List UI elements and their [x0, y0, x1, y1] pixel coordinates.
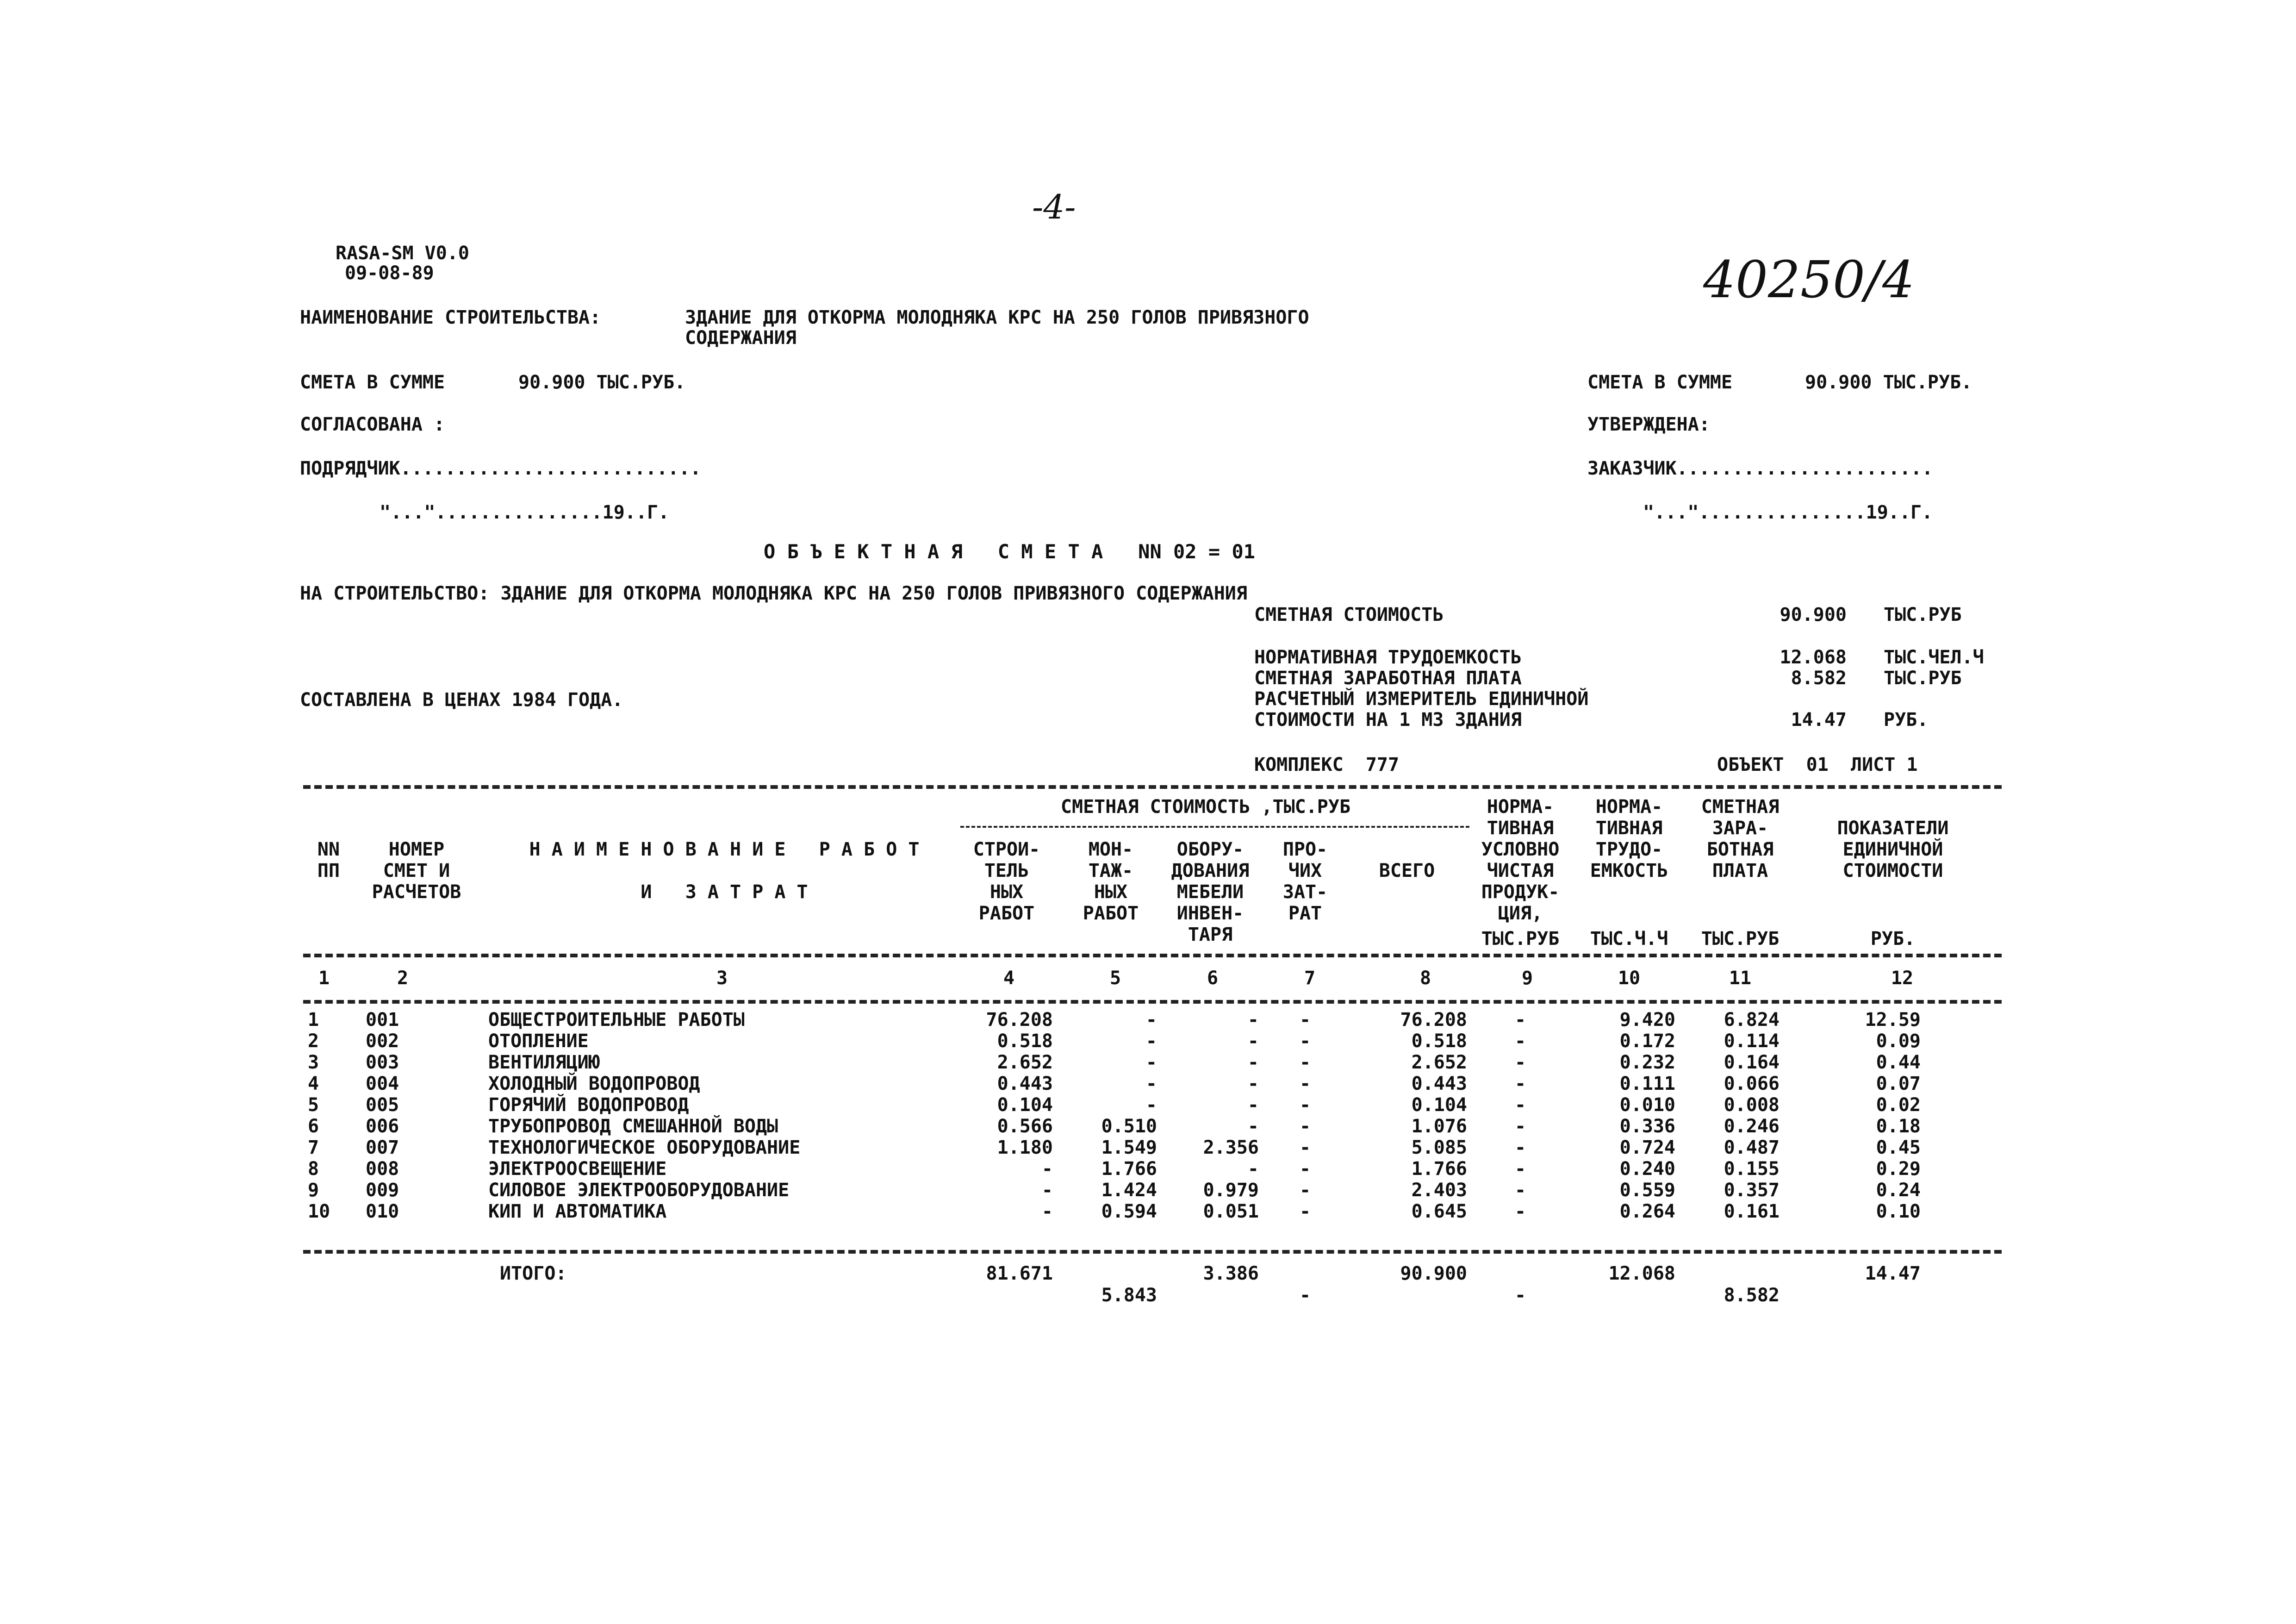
table-cell: 1.549	[1101, 1137, 1157, 1158]
table-cell: 010	[366, 1201, 399, 1222]
table-cell: 0.44	[1876, 1052, 1921, 1073]
table-cell: -	[1247, 1158, 1259, 1180]
table-cell: ВЕНТИЛЯЦИЮ	[488, 1052, 600, 1073]
header-c10: НОРМА-	[1595, 796, 1663, 818]
header-c8: ВСЕГО	[1379, 860, 1435, 881]
table-cell: ГОРЯЧИЙ ВОДОПРОВОД	[488, 1094, 689, 1116]
totals-c9: -	[1514, 1285, 1526, 1306]
header-c10: ЕМКОСТЬ	[1590, 860, 1668, 881]
table-cell: 0.264	[1619, 1201, 1675, 1222]
table-cell: -	[1247, 1116, 1259, 1137]
table-cell: -	[1299, 1137, 1311, 1158]
left-sum-value: 90.900 ТЫС.РУБ.	[518, 372, 686, 393]
table-rule	[303, 1250, 2002, 1254]
header-cost-group: СМЕТНАЯ СТОИМОСТЬ ,ТЫС.РУБ	[1060, 796, 1351, 818]
table-cell: 0.104	[1411, 1094, 1467, 1116]
agreed-label: СОГЛАСОВАНА :	[300, 414, 445, 435]
table-cell: 0.232	[1619, 1052, 1675, 1073]
table-cell: 004	[366, 1073, 399, 1094]
header-c6: ТАРЯ	[1188, 924, 1233, 945]
table-cell: 0.559	[1619, 1180, 1675, 1201]
totals-c4: 81.671	[986, 1263, 1053, 1284]
header-c6: ДОВАНИЯ	[1171, 860, 1250, 881]
table-cell: 001	[366, 1009, 399, 1031]
approved-label: УТВЕРЖДЕНА:	[1587, 414, 1710, 435]
table-cell: 0.02	[1876, 1094, 1921, 1116]
table-cell: 1.766	[1411, 1158, 1467, 1180]
table-cell: 0.240	[1619, 1158, 1675, 1180]
header-number: СМЕТ И	[383, 860, 450, 881]
table-cell: 0.29	[1876, 1158, 1921, 1180]
column-number: 3	[716, 968, 728, 989]
header-name-cont: И З А Т Р А Т	[641, 881, 808, 903]
table-cell: 0.09	[1876, 1031, 1921, 1052]
summary-label: СТОИМОСТИ НА 1 М3 ЗДАНИЯ	[1254, 709, 1522, 731]
table-cell: 9.420	[1619, 1009, 1675, 1031]
summary-value: 90.900	[1780, 604, 1847, 625]
column-number: 1	[318, 968, 330, 989]
totals-c10: 12.068	[1608, 1263, 1675, 1284]
table-cell: 4	[308, 1073, 319, 1094]
summary-value: 14.47	[1791, 709, 1847, 731]
column-number: 6	[1207, 968, 1219, 989]
customer-line: ЗАКАЗЧИК.......................	[1587, 458, 1933, 479]
table-cell: -	[1247, 1031, 1259, 1052]
table-cell: 2.652	[1411, 1052, 1467, 1073]
table-cell: 76.208	[986, 1009, 1053, 1031]
table-cell: 1	[308, 1009, 319, 1031]
table-cell: 3	[308, 1052, 319, 1073]
table-cell: 0.487	[1724, 1137, 1780, 1158]
table-cell: 0.594	[1101, 1201, 1157, 1222]
table-cell: -	[1514, 1052, 1526, 1073]
table-cell: -	[1145, 1073, 1157, 1094]
table-cell: -	[1041, 1180, 1053, 1201]
column-number: 10	[1618, 968, 1641, 989]
totals-c11: 8.582	[1724, 1285, 1780, 1306]
table-cell: -	[1299, 1052, 1311, 1073]
header-c12: ПОКАЗАТЕЛИ	[1837, 818, 1949, 839]
table-cell: 10	[308, 1201, 330, 1222]
table-cell: -	[1247, 1073, 1259, 1094]
table-cell: 0.008	[1724, 1094, 1780, 1116]
column-number: 12	[1891, 968, 1914, 989]
header-c9: ТЫС.РУБ	[1481, 928, 1560, 949]
object-sheet: ОБЪЕКТ 01 ЛИСТ 1	[1717, 754, 1918, 775]
table-cell: -	[1514, 1180, 1526, 1201]
header-c5: РАБОТ	[1083, 903, 1139, 924]
table-cell: -	[1514, 1009, 1526, 1031]
header-c11: ПЛАТА	[1712, 860, 1768, 881]
header-c11: БОТНАЯ	[1706, 839, 1774, 860]
totals-c7: -	[1299, 1285, 1311, 1306]
handwritten-code: 40250/4	[1703, 250, 1915, 309]
table-cell: -	[1514, 1158, 1526, 1180]
table-cell: -	[1299, 1158, 1311, 1180]
header-c7: ЧИХ	[1288, 860, 1322, 881]
table-cell: 0.104	[997, 1094, 1053, 1116]
table-cell: КИП И АВТОМАТИКА	[488, 1201, 667, 1222]
header-c7: ЗАТ-	[1282, 881, 1328, 903]
table-cell: ТЕХНОЛОГИЧЕСКОЕ ОБОРУДОВАНИЕ	[488, 1137, 801, 1158]
table-cell: -	[1247, 1094, 1259, 1116]
contractor-line: ПОДРЯДЧИК...........................	[300, 458, 701, 479]
table-cell: -	[1299, 1009, 1311, 1031]
table-cell: -	[1145, 1009, 1157, 1031]
summary-label: СМЕТНАЯ ЗАРАБОТНАЯ ПЛАТА	[1254, 668, 1522, 689]
table-cell: 003	[366, 1052, 399, 1073]
table-cell: -	[1299, 1094, 1311, 1116]
construction-label: НАИМЕНОВАНИЕ СТРОИТЕЛЬСТВА:	[300, 307, 601, 328]
header-c9: НОРМА-	[1487, 796, 1554, 818]
header-c11: ТЫС.РУБ	[1701, 928, 1780, 949]
object-line: НА СТРОИТЕЛЬСТВО: ЗДАНИЕ ДЛЯ ОТКОРМА МОЛОДНЯКА КРС НА 250 ГОЛОВ ПРИВЯЗНОГО СОДЕРЖАНИЯ	[300, 583, 1247, 604]
table-rule	[303, 785, 2002, 789]
page-number: -4-	[1032, 187, 1076, 226]
table-cell: -	[1514, 1073, 1526, 1094]
table-cell: 0.518	[997, 1031, 1053, 1052]
header-c12: СТОИМОСТИ	[1842, 860, 1943, 881]
doc-title: О Б Ъ Е К Т Н А Я С М Е Т А NN 02 = 01	[764, 540, 1256, 563]
table-cell: -	[1299, 1031, 1311, 1052]
table-cell: 8	[308, 1158, 319, 1180]
table-cell: 0.724	[1619, 1137, 1675, 1158]
table-cell: -	[1514, 1137, 1526, 1158]
header-c5: НЫХ	[1094, 881, 1128, 903]
table-rule	[303, 1000, 2002, 1004]
summary-unit: ТЫС.ЧЕЛ.Ч	[1884, 647, 1984, 668]
table-cell: -	[1514, 1031, 1526, 1052]
summary-value: 12.068	[1780, 647, 1847, 668]
header-c9: ПРОДУК-	[1481, 881, 1560, 903]
table-cell: 7	[308, 1137, 319, 1158]
header-number: РАСЧЕТОВ	[372, 881, 461, 903]
column-number: 2	[397, 968, 409, 989]
table-cell: 1.180	[997, 1137, 1053, 1158]
table-cell: 6	[308, 1116, 319, 1137]
table-cell: -	[1299, 1201, 1311, 1222]
column-number: 4	[1003, 968, 1015, 989]
header-c10: ТИВНАЯ	[1595, 818, 1663, 839]
table-cell: -	[1041, 1158, 1053, 1180]
table-cell: 0.357	[1724, 1180, 1780, 1201]
table-cell: 12.59	[1865, 1009, 1921, 1031]
table-cell: ОТОПЛЕНИЕ	[488, 1031, 589, 1052]
column-number: 7	[1304, 968, 1316, 989]
table-cell: 0.518	[1411, 1031, 1467, 1052]
table-cell: 0.443	[997, 1073, 1053, 1094]
table-cell: -	[1514, 1094, 1526, 1116]
table-cell: 0.18	[1876, 1116, 1921, 1137]
table-cell: 0.645	[1411, 1201, 1467, 1222]
right-sum-label: СМЕТА В СУММЕ	[1587, 372, 1733, 393]
summary-label: НОРМАТИВНАЯ ТРУДОЕМКОСТЬ	[1254, 647, 1522, 668]
header-c10: ТЫС.Ч.Ч	[1590, 928, 1668, 949]
table-cell: 0.45	[1876, 1137, 1921, 1158]
totals-c5: 5.843	[1101, 1285, 1157, 1306]
table-cell: 005	[366, 1094, 399, 1116]
table-cell: 2.652	[997, 1052, 1053, 1073]
header-nn: ПП	[317, 860, 340, 881]
table-cell: 002	[366, 1031, 399, 1052]
right-date-line: "..."...............19..Г.	[1643, 502, 1933, 523]
column-number: 5	[1109, 968, 1121, 989]
header-c7: ПРО-	[1282, 839, 1328, 860]
table-cell: -	[1299, 1180, 1311, 1201]
table-cell: 2.403	[1411, 1180, 1467, 1201]
table-cell: -	[1299, 1073, 1311, 1094]
table-cell: -	[1041, 1201, 1053, 1222]
header-c4: СТРОИ-	[973, 839, 1040, 860]
header-c7: РАТ	[1288, 903, 1322, 924]
table-cell: ЭЛЕКТРООСВЕЩЕНИЕ	[488, 1158, 667, 1180]
header-c5: ТАЖ-	[1088, 860, 1133, 881]
program-date: 09-08-89	[345, 262, 434, 284]
construction-name-cont: СОДЕРЖАНИЯ	[685, 327, 796, 349]
table-cell: 0.051	[1203, 1201, 1259, 1222]
table-cell: 009	[366, 1180, 399, 1201]
totals-c6: 3.386	[1203, 1263, 1259, 1284]
header-c9: УСЛОВНО	[1481, 839, 1560, 860]
right-sum-value: 90.900 ТЫС.РУБ.	[1805, 372, 1972, 393]
header-c9: ЧИСТАЯ	[1487, 860, 1554, 881]
header-c4: НЫХ	[989, 881, 1024, 903]
table-cell: СИЛОВОЕ ЭЛЕКТРООБОРУДОВАНИЕ	[488, 1180, 790, 1201]
column-number: 8	[1419, 968, 1431, 989]
table-cell: 0.336	[1619, 1116, 1675, 1137]
table-cell: -	[1247, 1009, 1259, 1031]
table-cell: 0.010	[1619, 1094, 1675, 1116]
header-c6: МЕБЕЛИ	[1176, 881, 1244, 903]
column-number: 11	[1729, 968, 1752, 989]
table-cell: 0.246	[1724, 1116, 1780, 1137]
table-cell: 0.10	[1876, 1201, 1921, 1222]
totals-c12: 14.47	[1865, 1263, 1921, 1284]
header-subrule	[960, 826, 1469, 828]
table-cell: 6.824	[1724, 1009, 1780, 1031]
header-name: Н А И М Е Н О В А Н И Е Р А Б О Т	[529, 839, 920, 860]
header-c10: ТРУДО-	[1595, 839, 1663, 860]
summary-value: 8.582	[1791, 668, 1847, 689]
summary-label: РАСЧЕТНЫЙ ИЗМЕРИТЕЛЬ ЕДИНИЧНОЙ	[1254, 688, 1589, 710]
program-name: RASA-SM V0.0	[336, 243, 469, 264]
header-c9: ЦИЯ,	[1498, 903, 1543, 924]
table-cell: 0.172	[1619, 1031, 1675, 1052]
header-c6: ИНВЕН-	[1176, 903, 1244, 924]
table-cell: 0.566	[997, 1116, 1053, 1137]
table-cell: 0.07	[1876, 1073, 1921, 1094]
totals-c8: 90.900	[1400, 1263, 1467, 1284]
table-cell: 2	[308, 1031, 319, 1052]
table-cell: 007	[366, 1137, 399, 1158]
table-cell: -	[1145, 1031, 1157, 1052]
table-cell: 0.111	[1619, 1073, 1675, 1094]
header-number: НОМЕР	[388, 839, 445, 860]
header-nn: NN	[317, 839, 340, 860]
table-cell: -	[1514, 1116, 1526, 1137]
table-cell: 0.066	[1724, 1073, 1780, 1094]
table-cell: -	[1299, 1116, 1311, 1137]
table-cell: -	[1514, 1201, 1526, 1222]
table-cell: 008	[366, 1158, 399, 1180]
table-cell: 2.356	[1203, 1137, 1259, 1158]
table-cell: 1.076	[1411, 1116, 1467, 1137]
table-cell: 0.510	[1101, 1116, 1157, 1137]
table-cell: -	[1145, 1052, 1157, 1073]
table-cell: ОБЩЕСТРОИТЕЛЬНЫЕ РАБОТЫ	[488, 1009, 745, 1031]
column-number: 9	[1521, 968, 1533, 989]
header-c5: МОН-	[1088, 839, 1133, 860]
table-cell: 0.161	[1724, 1201, 1780, 1222]
construction-name: ЗДАНИЕ ДЛЯ ОТКОРМА МОЛОДНЯКА КРС НА 250 ГОЛОВ ПРИВЯЗНОГО	[685, 307, 1309, 328]
table-cell: 1.766	[1101, 1158, 1157, 1180]
header-c4: РАБОТ	[978, 903, 1035, 924]
totals-label: ИТОГО:	[500, 1263, 567, 1284]
header-c9: ТИВНАЯ	[1487, 818, 1554, 839]
complex-label: КОМПЛЕКС 777	[1254, 754, 1400, 775]
header-c6: ОБОРУ-	[1176, 839, 1244, 860]
left-date-line: "..."...............19..Г.	[380, 502, 670, 523]
table-cell: 0.155	[1724, 1158, 1780, 1180]
table-cell: ТРУБОПРОВОД СМЕШАННОЙ ВОДЫ	[488, 1116, 778, 1137]
table-rule	[303, 954, 2002, 957]
table-cell: 76.208	[1400, 1009, 1467, 1031]
table-cell: 0.443	[1411, 1073, 1467, 1094]
header-c12: ЕДИНИЧНОЙ	[1842, 839, 1943, 860]
table-cell: 006	[366, 1116, 399, 1137]
header-c11: СМЕТНАЯ	[1701, 796, 1780, 818]
table-cell: 0.979	[1203, 1180, 1259, 1201]
header-c12: РУБ.	[1870, 928, 1916, 949]
summary-label: СМЕТНАЯ СТОИМОСТЬ	[1254, 604, 1444, 625]
summary-unit: ТЫС.РУБ	[1884, 668, 1962, 689]
table-cell: ХОЛОДНЫЙ ВОДОПРОВОД	[488, 1073, 700, 1094]
header-c4: ТЕЛЬ	[984, 860, 1029, 881]
table-cell: 0.24	[1876, 1180, 1921, 1201]
table-cell: 0.114	[1724, 1031, 1780, 1052]
header-c11: ЗАРА-	[1712, 818, 1768, 839]
table-cell: -	[1145, 1094, 1157, 1116]
table-cell: 5	[308, 1094, 319, 1116]
left-sum-label: СМЕТА В СУММЕ	[300, 372, 445, 393]
table-cell: 0.164	[1724, 1052, 1780, 1073]
summary-unit: РУБ.	[1884, 709, 1929, 731]
table-cell: 5.085	[1411, 1137, 1467, 1158]
table-cell: -	[1247, 1052, 1259, 1073]
table-cell: 1.424	[1101, 1180, 1157, 1201]
summary-unit: ТЫС.РУБ	[1884, 604, 1962, 625]
table-cell: 9	[308, 1180, 319, 1201]
prices-note: СОСТАВЛЕНА В ЦЕНАХ 1984 ГОДА.	[300, 689, 623, 711]
